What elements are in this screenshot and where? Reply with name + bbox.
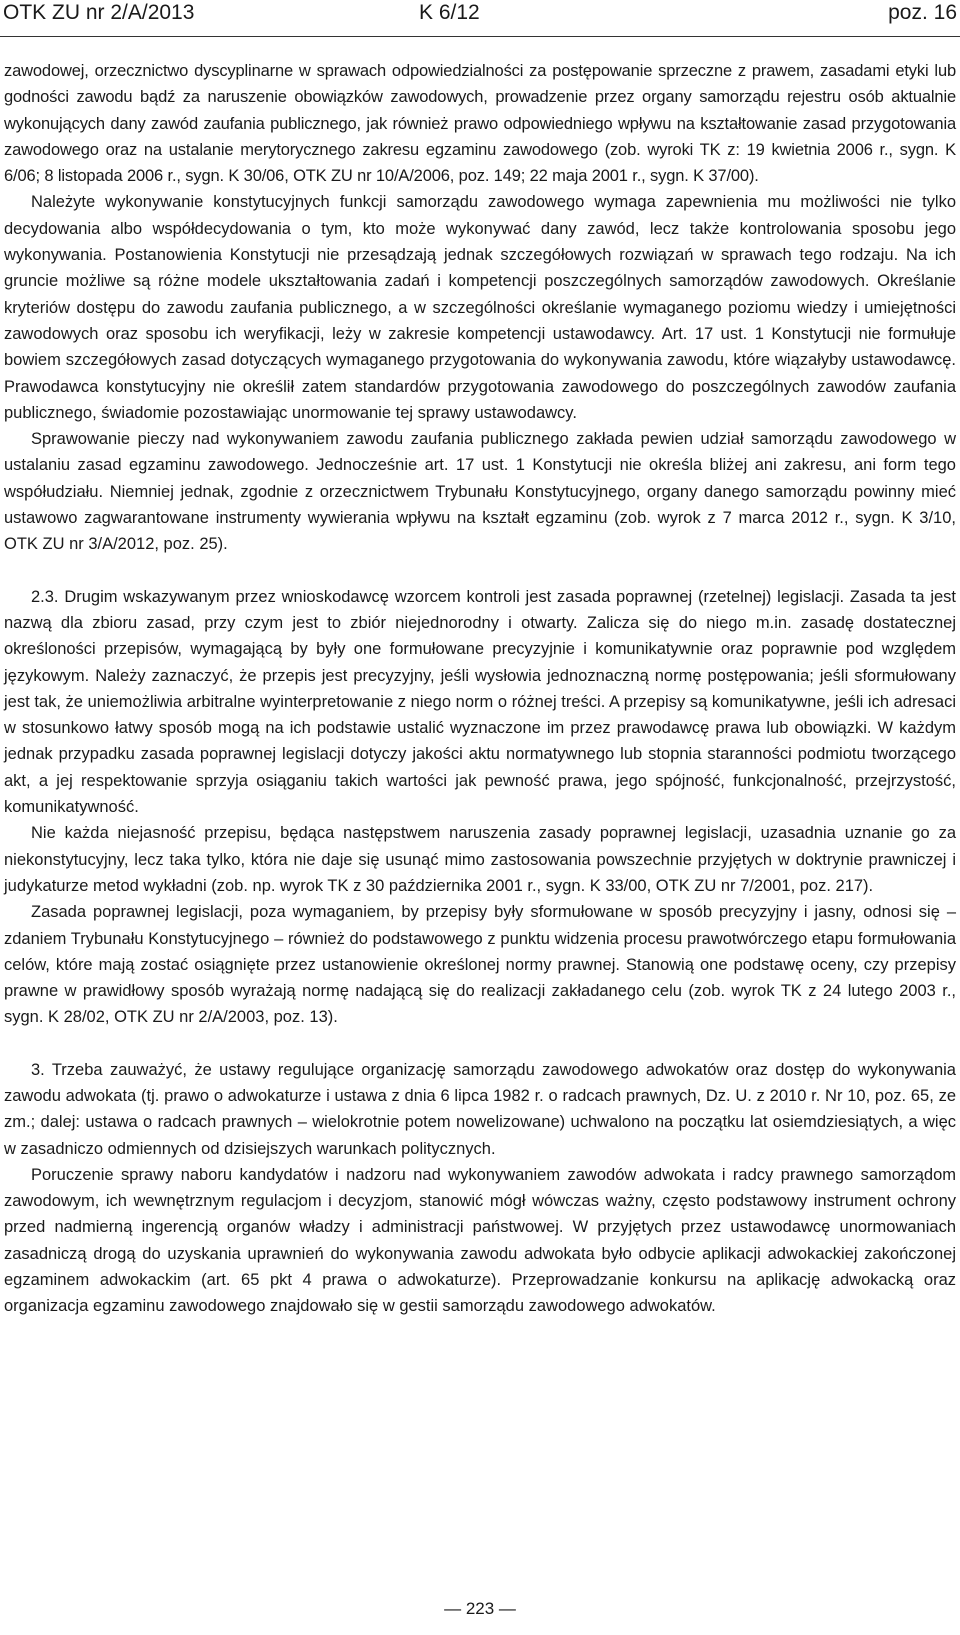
section-gap	[4, 558, 956, 584]
paragraph: Sprawowanie pieczy nad wykonywaniem zawodu zaufania publicznego zakłada pewien udział samorządu zawodowego w ustalaniu zasad egzaminu zawodowego. Jednocześnie art. 17 ust. 1 Konstytucji nie określa bliżej ani zakresu, ani form tego współudziału. Niemniej jednak, zgodnie z orzecznictwem Trybunału Konstytucyjnego, organy danego samorządu powinny mieć ustawowo zagwarantowane instrumenty wywierania wpływu na kształt egzaminu (zob. wyrok z 7 marca 2012 r., sygn. K 3/10, OTK ZU nr 3/A/2012, poz. 25).	[4, 430, 956, 554]
paragraph: Nie każda niejasność przepisu, będąca następstwem naruszenia zasady poprawnej legislacji, uzasadnia uznanie go za niekonstytucyjny, lecz taka tylko, która nie daje się usunąć mimo zastosowania powszechnie przyjętych w doktrynie prawniczej i judykaturze metod wykładni (zob. np. wyrok TK z 30 października 2001 r., sygn. K 33/00, OTK ZU nr 7/2001, poz. 217).	[4, 824, 956, 895]
page-header	[0, 0, 960, 37]
paragraph: Poruczenie sprawy naboru kandydatów i nadzoru nad wykonywaniem zawodów adwokata i radcy prawnego samorządom zawodowym, ich wewnętrznym regulacjom i decyzjom, stanowić mógł wówczas ważny, często podstawowy instrument ochrony przed nadmierną ingerencją organów władzy i administracji państwowej. W przyjętych przez ustawodawcę unormowaniach zasadniczą drogą do uzyskania uprawnień do wykonywania zawodu adwokata było odbycie aplikacji adwokackiej zakończonej egzaminem adwokackim (art. 65 pkt 4 prawa o adwokaturze). Przeprowadzanie konkursu na aplikację adwokacką oraz organizacja egzaminu zawodowego znajdowało się w gestii samorządu zawodowego adwokatów.	[4, 1165, 956, 1316]
journal-reference: OTK ZU nr 2/A/2013	[3, 1, 195, 24]
position-number: poz. 16	[888, 1, 957, 24]
page-number: — 223 —	[444, 1599, 516, 1618]
paragraph: Zasada poprawnej legislacji, poza wymaganiem, by przepisy były sformułowane w sposób precyzyjny i jasny, odnosi się – zdaniem Trybunału Konstytucyjnego – również do podstawowego z punktu widzenia procesu prawotwórczego etapu formułowania celów, które mają zostać osiągnięte przez ustanowienie określonej normy prawnej. Stanowią one podstawę oceny, czy przepisy prawne w prawidłowy sposób wyrażają normę nadającą się do realizacji zakładanego celu (zob. wyrok TK z 24 lutego 2003 r., sygn. K 28/02, OTK ZU nr 2/A/2003, poz. 13).	[4, 903, 956, 1027]
paragraph: Należyte wykonywanie konstytucyjnych funkcji samorządu zawodowego wymaga zapewnienia mu możliwości nie tylko decydowania albo współdecydowania o tym, kto może wykonywać dany zawód, lecz także kontrolowania sposobu jego wykonywania. Postanowienia Konstytucji nie przesądzają jednak szczegółowych rozwiązań w sprawach tego rodzaju. Na ich gruncie możliwe są różne modele ukształtowania zadań i kompetencji poszczególnych samorządów zawodowych. Określanie kryteriów dostępu do zawodu zaufania publicznego, a w szczególności określanie wymaganego poziomu wiedzy i umiejętności zawodowych oraz sposobu ich weryfikacji, leży w zakresie kompetencji ustawodawcy. Art. 17 ust. 1 Konstytucji nie formułuje bowiem szczegółowych zasad dotyczących wymaganego przygotowania do wykonywania zawodu, które wiązałyby ustawodawcę. Prawodawca konstytucyjny nie określił zatem standardów przygotowania zawodowego do poszczególnych zawodów zaufania publicznego, świadomie pozostawiając unormowanie tej sprawy ustawodawcy.	[4, 193, 956, 422]
section-3-paragraph: 3. Trzeba zauważyć, że ustawy regulujące organizację samorządu zawodowego adwokatów oraz dostęp do wykonywania zawodu adwokata (tj. prawo o adwokaturze i ustawa z dnia 6 lipca 1982 r. o radcach prawnych, Dz. U. z 2010 r. Nr 10, poz. 65, ze zm.; dalej: ustawa o radcach prawnych – wielokrotnie potem nowelizowane) uchwalono na początku lat osiemdziesiątych, a więc w zasadniczo odmiennych od dzisiejszych warunkach politycznych.	[4, 1060, 956, 1158]
section-2-3-paragraph: 2.3. Drugim wskazywanym przez wnioskodawcę wzorcem kontroli jest zasada poprawnej (rzetelnej) legislacji. Zasada ta jest nazwą dla zbioru zasad, przy czym jest to zbiór niejednorodny i otwarty. Zalicza się do niego m.in. zasadę dostatecznej określoności przepisów, wymagającą by były one formułowane precyzyjnie i komunikatywnie oraz poprawnie pod względem językowym. Należy zaznaczyć, że przepis jest precyzyjny, jeśli wysłowia jednoznaczną normę postępowania; jeśli sformułowany jest tak, że uniemożliwia arbitralne wyinterpretowanie z niego norm o różnej treści. A przepisy są komunikatywne, jeśli ich adresaci w stosunkowo łatwy sposób mogą na ich podstawie ustalić wyznaczone im przez prawodawcę prawa lub obowiązki. W każdym jednak przypadku zasada poprawnej legislacji dotyczy jakości aktu normatywnego lub stopnia staranności podmiotu tworzącego akt, a jej respektowanie sprzyja osiąganiu takich wartości jak pewność prawa, jego spójność, funkcjonalność, przejrzystość, komunikatywność.	[4, 587, 956, 817]
document-body	[4, 58, 956, 1320]
section-gap	[4, 1031, 956, 1057]
paragraph-continuation: zawodowej, orzecznictwo dyscyplinarne w sprawach odpowiedzialności za postępowanie sprzeczne z prawem, zasadami etyki lub godności zawodu bądź za naruszenie obowiązków zawodowych, prowadzenie przez organy samorządu rejestru osób aktualnie wykonujących dany zawód zaufania publicznego, jak również prawo odpowiedniego wpływu na kształtowanie zasad przygotowania zawodowego oraz na ustalanie merytorycznego zakresu egzaminu zawodowego (zob. wyroki TK z: 19 kwietnia 2006 r., sygn. K 6/06; 8 listopada 2006 r., sygn. K 30/06, OTK ZU nr 10/A/2006, poz. 149; 22 maja 2001 r., sygn. K 37/00).	[4, 62, 956, 186]
case-signature: K 6/12	[419, 1, 480, 24]
